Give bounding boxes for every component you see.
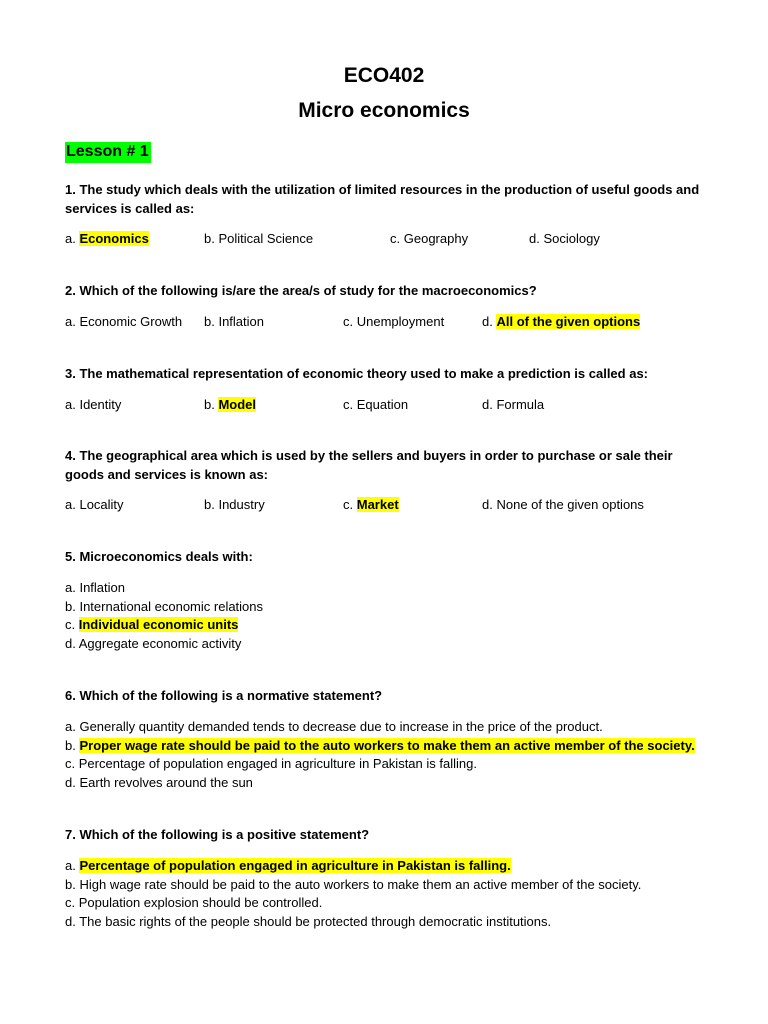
option-prefix: b. [204, 497, 215, 512]
question-1-option-a [65, 229, 149, 248]
question-5-option-d [65, 634, 241, 653]
question-3-option-a [65, 395, 121, 414]
option-prefix: d. [482, 397, 493, 412]
option-prefix: a. [65, 231, 76, 246]
lesson-heading: Lesson # 1 [65, 142, 151, 163]
option-prefix: b. [204, 397, 215, 412]
option-text: Earth revolves around the sun [79, 775, 253, 790]
question-6-option-b [65, 736, 695, 755]
question-1-option-c [390, 229, 468, 248]
option-prefix: a. [65, 580, 76, 595]
option-prefix: d. [482, 314, 493, 329]
question-3-option-d [482, 395, 544, 414]
option-prefix: a. [65, 397, 76, 412]
option-prefix: a. [65, 314, 76, 329]
option-text: High wage rate should be paid to the auto workers to make them an active member of the society. [79, 877, 642, 892]
option-text: Inflation [79, 580, 126, 595]
option-text: The basic rights of the people should be protected through democratic institutions. [79, 914, 552, 929]
option-text: Political Science [218, 231, 314, 246]
option-text: Industry [218, 497, 265, 512]
question-3-option-c [343, 395, 408, 414]
option-prefix: c. [65, 895, 76, 910]
option-text-answer: Percentage of population engaged in agriculture in Pakistan is falling. [79, 858, 511, 873]
option-text: None of the given options [496, 497, 644, 512]
question-3-option-b [204, 395, 256, 414]
question-4-option-c [343, 495, 399, 514]
option-prefix: c. [343, 314, 354, 329]
option-text: Generally quantity demanded tends to decrease due to increase in the price of the product. [79, 719, 603, 734]
option-prefix: b. [65, 599, 76, 614]
option-text-answer: Proper wage rate should be paid to the auto workers to make them an active member of the society. [79, 738, 695, 753]
option-prefix: b. [65, 877, 76, 892]
option-text-answer: All of the given options [496, 314, 641, 329]
option-text: Aggregate economic activity [78, 636, 242, 651]
option-prefix: c. [65, 617, 76, 632]
question-4-option-a [65, 495, 124, 514]
option-text-answer: Individual economic units [78, 617, 239, 632]
option-prefix: c. [343, 497, 354, 512]
question-1: 1. The study which deals with the utilization of limited resources in the production of useful goods and services is called as: [65, 182, 700, 216]
option-text-answer: Economics [79, 231, 149, 246]
option-text: Economic Growth [79, 314, 183, 329]
question-2-option-a [65, 312, 182, 331]
option-text-answer: Model [218, 397, 257, 412]
question-2: 2. Which of the following is/are the area/s of study for the macroeconomics? [65, 283, 537, 298]
question-6-option-c [65, 754, 477, 773]
question-7-option-d [65, 912, 551, 931]
question-1-option-b [204, 229, 313, 248]
question-7-option-b [65, 875, 641, 894]
option-text: Equation [356, 397, 409, 412]
question-6-option-d [65, 773, 253, 792]
question-7: 7. Which of the following is a positive statement? [65, 827, 370, 842]
question-2-option-c [343, 312, 444, 331]
option-text: Population explosion should be controlled. [78, 895, 323, 910]
option-text: International economic relations [79, 599, 264, 614]
question-6-option-a [65, 717, 603, 736]
option-prefix: b. [65, 738, 76, 753]
question-5-option-a [65, 578, 125, 597]
option-prefix: b. [204, 314, 215, 329]
option-text: Geography [403, 231, 469, 246]
question-7-option-c [65, 893, 322, 912]
option-prefix: c. [65, 756, 76, 771]
question-4: 4. The geographical area which is used by the sellers and buyers in order to purchase or sale their goods and services is known as: [65, 448, 673, 482]
option-prefix: a. [65, 497, 76, 512]
option-prefix: d. [529, 231, 540, 246]
question-7-option-a [65, 856, 511, 875]
question-3: 3. The mathematical representation of economic theory used to make a prediction is called as: [65, 366, 649, 381]
option-text-answer: Market [356, 497, 399, 512]
question-6: 6. Which of the following is a normative statement? [65, 688, 383, 703]
question-2-option-d [482, 312, 640, 331]
question-4-option-d [482, 495, 644, 514]
question-4-option-b [204, 495, 265, 514]
course-code: ECO402 [343, 64, 425, 87]
question-2-option-b [204, 312, 264, 331]
option-text: Identity [79, 397, 122, 412]
option-prefix: a. [65, 719, 76, 734]
option-prefix: d. [65, 914, 76, 929]
option-prefix: d. [482, 497, 493, 512]
question-5: 5. Microeconomics deals with: [65, 549, 253, 564]
option-text: Percentage of population engaged in agriculture in Pakistan is falling. [78, 756, 477, 771]
option-prefix: d. [65, 636, 76, 651]
option-prefix: d. [65, 775, 76, 790]
option-prefix: a. [65, 858, 76, 873]
question-1-option-d [529, 229, 600, 248]
course-title: Micro economics [298, 99, 470, 122]
option-text: Formula [496, 397, 545, 412]
option-text: Locality [79, 497, 124, 512]
option-prefix: b. [204, 231, 215, 246]
question-5-option-c [65, 615, 238, 634]
question-5-option-b [65, 597, 263, 616]
option-prefix: c. [390, 231, 401, 246]
option-text: Sociology [543, 231, 600, 246]
option-text: Inflation [218, 314, 265, 329]
option-prefix: c. [343, 397, 354, 412]
option-text: Unemployment [356, 314, 445, 329]
